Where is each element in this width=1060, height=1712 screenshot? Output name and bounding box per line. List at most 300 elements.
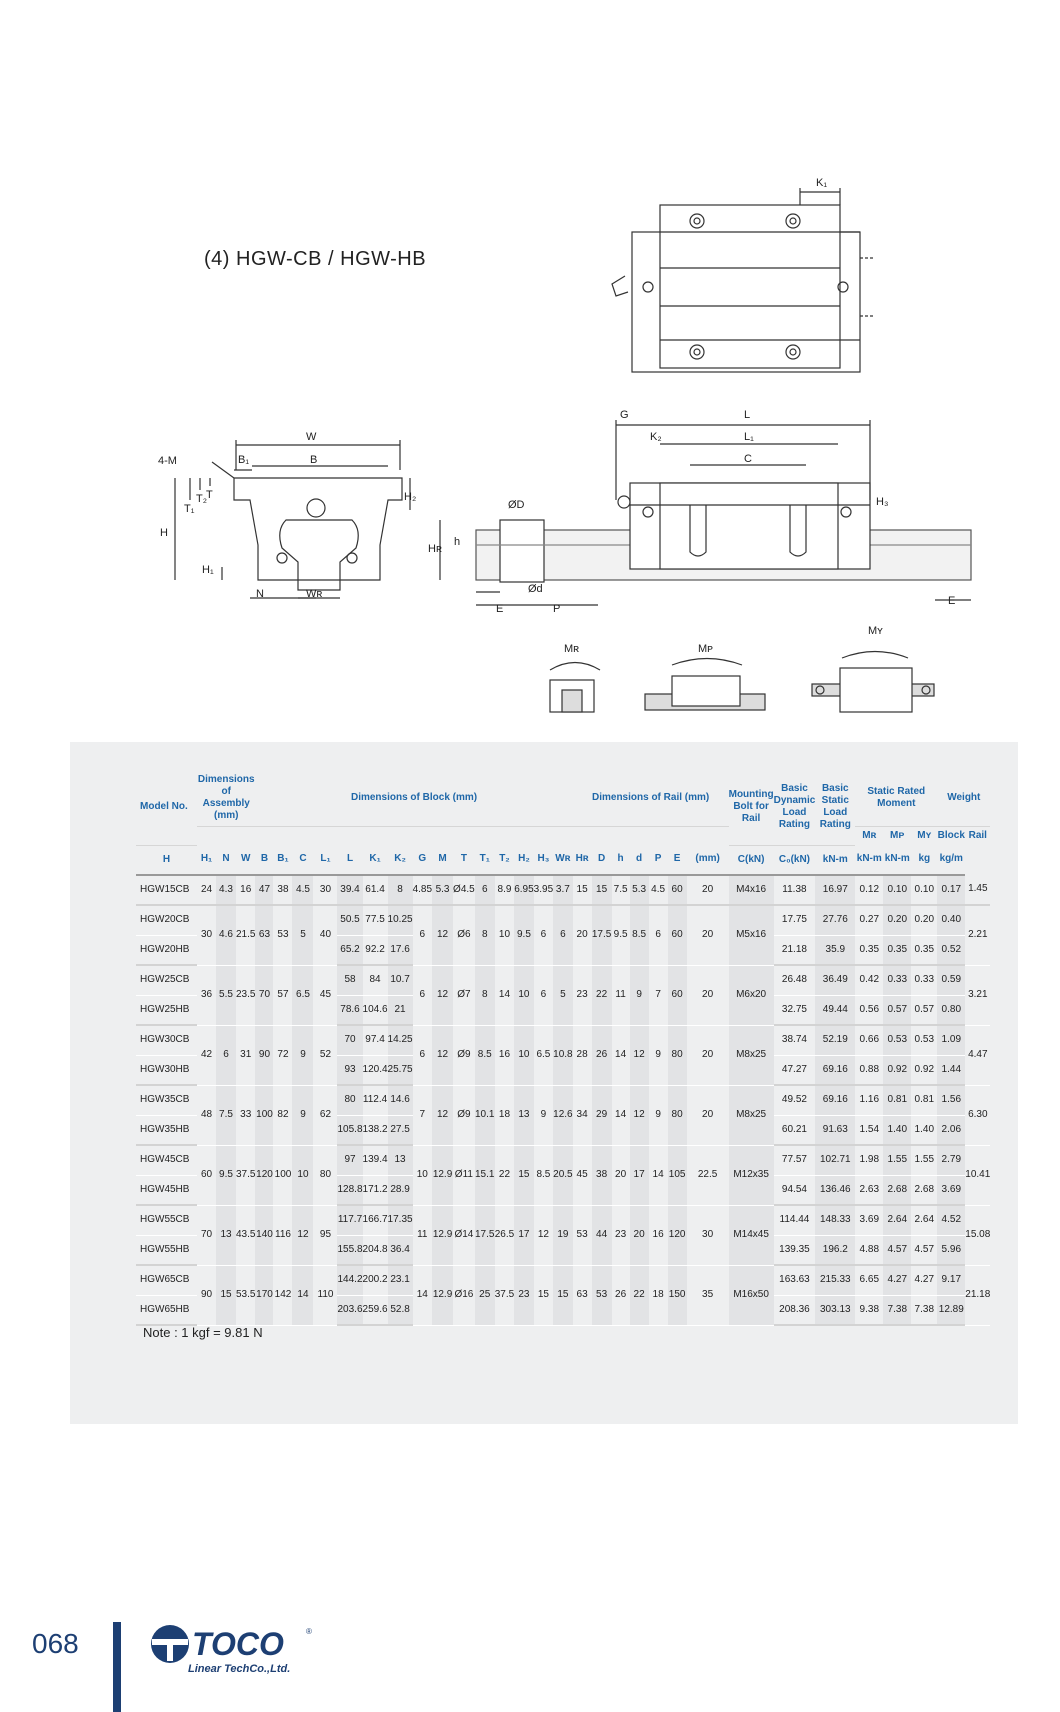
cell-mr: 0.56 (855, 995, 883, 1025)
cell-m: Ø16 (453, 1265, 475, 1325)
cell-bolt: M14x45 (729, 1205, 774, 1265)
cell-h: 22 (630, 1265, 649, 1325)
cell-my: 0.33 (911, 965, 937, 995)
cell-w: 140 (255, 1205, 273, 1265)
cell-w: 63 (255, 905, 273, 965)
label-mr: Mʀ (564, 643, 580, 655)
cell-model: HGW45CB (136, 1145, 197, 1175)
cell-model: HGW55CB (136, 1205, 197, 1235)
cell-mr: 1.16 (855, 1085, 883, 1115)
cell-wr: 53 (573, 1205, 592, 1265)
cell-p: 60 (668, 965, 687, 1025)
cell-mr: 0.27 (855, 905, 883, 935)
cell-k1: 17.35 (388, 1205, 413, 1235)
cell-rail: 4.47 (965, 1025, 990, 1085)
cell-k1: 23.1 (388, 1265, 413, 1295)
cell-block: 4.52 (937, 1205, 965, 1235)
cell-h: 90 (197, 1265, 216, 1325)
cell-b: 57 (273, 965, 292, 1025)
label-w: W (306, 431, 317, 443)
cell-k2: 10 (413, 1145, 432, 1205)
cell-h2: 12 (534, 1205, 553, 1265)
cell-g: 12.9 (432, 1205, 453, 1265)
cell-m: Ø7 (453, 965, 475, 1025)
cell-h: 8.5 (630, 905, 649, 965)
cell-h: 42 (197, 1025, 216, 1085)
cell-dyn: 77.57 (774, 1145, 816, 1175)
cell-k2: 6 (413, 905, 432, 965)
cell-mr: 1.54 (855, 1115, 883, 1145)
cell-dyn: 60.21 (774, 1115, 816, 1145)
cell-hr: 26 (592, 1025, 612, 1085)
cell-mp: 2.68 (883, 1175, 911, 1205)
column-header: T₂ (495, 845, 514, 875)
cell-rail: 10.41 (965, 1145, 990, 1205)
cell-block: 1.09 (937, 1025, 965, 1055)
label-b1: B₁ (238, 454, 250, 466)
cell-l1: 65.2 (337, 935, 362, 965)
cell-h2: 6 (534, 905, 553, 965)
label-4m: 4-M (158, 455, 177, 467)
cell-m: Ø6 (453, 905, 475, 965)
cell-bolt: M8x25 (729, 1025, 774, 1085)
unit-note: Note : 1 kgf = 9.81 N (143, 1325, 263, 1340)
cell-d: 14 (612, 1025, 630, 1085)
cell-g: 12 (432, 1025, 453, 1085)
cell-wr: 28 (573, 1025, 592, 1085)
cell-dyn: 49.52 (774, 1085, 816, 1115)
cell-e: 20 (687, 875, 729, 906)
cell-k1: 36.4 (388, 1235, 413, 1265)
cell-wr: 34 (573, 1085, 592, 1145)
cell-d: 14 (649, 1145, 668, 1205)
cell-h3: 19 (553, 1205, 572, 1265)
cell-mp: 4.27 (883, 1265, 911, 1295)
cell-block: 12.89 (937, 1295, 965, 1325)
cell-w: 170 (255, 1265, 273, 1325)
cell-k1: 10.25 (388, 905, 413, 935)
cell-l1: 155.8 (337, 1235, 362, 1265)
cell-k1: 13 (388, 1145, 413, 1175)
cell-b: 82 (273, 1085, 292, 1145)
cell-l: 92.2 (363, 935, 388, 965)
cell-g: 5.3 (432, 875, 453, 906)
cell-mp: 0.35 (883, 935, 911, 965)
svg-text:TOCO: TOCO (192, 1626, 284, 1662)
cell-p: 80 (668, 1085, 687, 1145)
cell-h2: 8.5 (534, 1145, 553, 1205)
cell-h: 12 (630, 1025, 649, 1085)
header-static: Basic Static Load Rating (815, 770, 855, 845)
cell-rail: 1.45 (965, 875, 990, 906)
cell-t: 6 (475, 875, 495, 906)
cell-dyn: 17.75 (774, 905, 816, 935)
cell-mr: 4.88 (855, 1235, 883, 1265)
label-g: G (620, 409, 629, 421)
cell-mr: 0.66 (855, 1025, 883, 1055)
cell-bolt: M8x25 (729, 1085, 774, 1145)
top-view-drawing (612, 188, 875, 372)
cell-w: 100 (255, 1085, 273, 1145)
label-h3: H₃ (876, 496, 889, 508)
header-rail: Dimensions of Rail (mm) (573, 770, 729, 827)
sub-rail: Rail (968, 830, 987, 841)
cell-l: 166.7 (363, 1205, 388, 1235)
cell-rail: 15.08 (965, 1205, 990, 1265)
cell-my: 4.57 (911, 1235, 937, 1265)
cell-sta: 69.16 (815, 1055, 855, 1085)
cell-n: 23.5 (236, 965, 255, 1025)
cell-m: Ø14 (453, 1205, 475, 1265)
label-diam-d-large: ØD (508, 499, 525, 511)
cell-l1: 144.2 (337, 1265, 362, 1295)
header-moment: Static Rated Moment (855, 770, 937, 827)
cell-mr: 0.88 (855, 1055, 883, 1085)
cell-mp: 0.92 (883, 1055, 911, 1085)
cell-mp: 0.57 (883, 995, 911, 1025)
cell-l1: 128.8 (337, 1175, 362, 1205)
cell-wr: 20 (573, 905, 592, 965)
cell-g: 12 (432, 965, 453, 1025)
cell-h2: 9 (534, 1085, 553, 1145)
cell-dyn: 47.27 (774, 1055, 816, 1085)
cell-m: Ø9 (453, 1025, 475, 1085)
cell-d: 9 (649, 1085, 668, 1145)
column-header: K₂ (388, 845, 413, 875)
cell-m: Ø11 (453, 1145, 475, 1205)
header-model: Model No. (136, 770, 197, 845)
column-header: kN-m (883, 845, 911, 875)
cell-dyn: 32.75 (774, 995, 816, 1025)
cell-h3: 5 (553, 965, 572, 1025)
cell-bolt: M5x16 (729, 905, 774, 965)
cell-sta: 215.33 (815, 1265, 855, 1295)
cell-h: 9 (630, 965, 649, 1025)
cell-h: 70 (197, 1205, 216, 1265)
cell-k2: 14 (413, 1265, 432, 1325)
label-my: Mʏ (868, 625, 883, 637)
cell-t1: 22 (495, 1145, 514, 1205)
cell-d: 7 (649, 965, 668, 1025)
cell-model: HGW65HB (136, 1295, 197, 1325)
label-e-rail-end: E (948, 595, 956, 607)
cell-mr: 1.98 (855, 1145, 883, 1175)
cell-sta: 49.44 (815, 995, 855, 1025)
cell-h: 48 (197, 1085, 216, 1145)
label-e: E (496, 603, 504, 615)
cell-e: 20 (687, 905, 729, 965)
column-header: C₀(kN) (774, 845, 816, 875)
cell-l: 200.2 (363, 1265, 388, 1295)
side-view-drawing (440, 420, 971, 605)
cell-l: 97.4 (363, 1025, 388, 1055)
cell-d: 7.5 (612, 875, 630, 906)
cell-t1: 26.5 (495, 1205, 514, 1265)
cell-w: 90 (255, 1025, 273, 1085)
cell-mr: 3.69 (855, 1205, 883, 1235)
label-wr: Wʀ (306, 588, 323, 600)
cell-model: HGW45HB (136, 1175, 197, 1205)
cell-rail: 6.30 (965, 1085, 990, 1145)
column-header: E (668, 845, 687, 875)
cell-block: 1.56 (937, 1085, 965, 1115)
column-header: kg (911, 845, 937, 875)
cell-h1: 13 (216, 1205, 236, 1265)
label-t2: T₂ (196, 493, 207, 505)
cell-block: 2.79 (937, 1145, 965, 1175)
column-header: (mm) (687, 845, 729, 875)
cell-my: 0.53 (911, 1025, 937, 1055)
label-mp: Mᴘ (698, 643, 713, 655)
cell-h1: 6 (216, 1025, 236, 1085)
cell-c: 30 (313, 875, 337, 906)
cell-model: HGW30HB (136, 1055, 197, 1085)
cell-b1: 12 (292, 1205, 313, 1265)
cell-t2: 17 (514, 1205, 533, 1265)
column-header: H₁ (197, 845, 216, 875)
cell-block: 2.06 (937, 1115, 965, 1145)
cell-sta: 148.33 (815, 1205, 855, 1235)
cell-p: 60 (668, 905, 687, 965)
cell-mr: 6.65 (855, 1265, 883, 1295)
column-header: N (216, 845, 236, 875)
cell-k1: 21 (388, 995, 413, 1025)
cell-k1: 14.6 (388, 1085, 413, 1115)
cell-model: HGW20CB (136, 905, 197, 935)
cell-l1: 58 (337, 965, 362, 995)
cell-b1: 6.5 (292, 965, 313, 1025)
label-t: T (206, 489, 213, 501)
cell-model: HGW15CB (136, 875, 197, 906)
cell-n: 43.5 (236, 1205, 255, 1265)
cell-mp: 1.40 (883, 1115, 911, 1145)
cell-l1: 70 (337, 1025, 362, 1055)
cell-g: 12 (432, 905, 453, 965)
page-number: 068 (32, 1628, 79, 1659)
cell-model: HGW30CB (136, 1025, 197, 1055)
cell-my: 4.27 (911, 1265, 937, 1295)
column-header: C(kN) (729, 845, 774, 875)
cell-b1: 4.5 (292, 875, 313, 906)
svg-text:®: ® (306, 1627, 312, 1636)
cell-b1: 10 (292, 1145, 313, 1205)
table-row (136, 1265, 990, 1295)
cell-d: 20 (612, 1145, 630, 1205)
cell-mp: 4.57 (883, 1235, 911, 1265)
cell-c: 110 (313, 1265, 337, 1325)
label-hr: Hʀ (428, 543, 442, 555)
cell-mr: 0.42 (855, 965, 883, 995)
cell-block: 0.40 (937, 905, 965, 935)
cell-b: 72 (273, 1025, 292, 1085)
label-k1: K₁ (816, 177, 828, 189)
cell-b1: 9 (292, 1025, 313, 1085)
cell-l: 139.4 (363, 1145, 388, 1175)
column-header: L (337, 845, 362, 875)
cell-h1: 9.5 (216, 1145, 236, 1205)
cell-c: 95 (313, 1205, 337, 1265)
spec-table (136, 770, 990, 1326)
cell-h2: 15 (534, 1265, 553, 1325)
cell-k1: 17.6 (388, 935, 413, 965)
cell-m: Ø4.5 (453, 875, 475, 906)
cell-p: 60 (668, 875, 687, 906)
label-k2: K₂ (650, 431, 662, 443)
cell-h1: 15 (216, 1265, 236, 1325)
cell-h3: 15 (553, 1265, 572, 1325)
sub-mp: Mᴘ (890, 830, 905, 841)
cell-mp: 0.81 (883, 1085, 911, 1115)
cell-e: 20 (687, 1085, 729, 1145)
cell-t: 8.5 (475, 1025, 495, 1085)
cell-sta: 102.71 (815, 1145, 855, 1175)
column-header: H₃ (534, 845, 553, 875)
column-header: H (136, 845, 197, 875)
cell-k1: 28.9 (388, 1175, 413, 1205)
column-header: K₁ (363, 845, 388, 875)
cell-l1: 50.5 (337, 905, 362, 935)
moment-mp-drawing (645, 659, 765, 711)
cell-sta: 52.19 (815, 1025, 855, 1055)
cell-e: 20 (687, 1025, 729, 1085)
cell-t: 8 (475, 965, 495, 1025)
column-header: T (453, 845, 475, 875)
label-l1: L₁ (744, 431, 754, 443)
cell-k2: 4.85 (413, 875, 432, 906)
label-b: B (310, 454, 318, 466)
cell-h1: 7.5 (216, 1085, 236, 1145)
cell-t1: 10 (495, 905, 514, 965)
cell-t2: 15 (514, 1145, 533, 1205)
cell-w: 47 (255, 875, 273, 906)
cell-d: 9 (649, 1025, 668, 1085)
cell-model: HGW55HB (136, 1235, 197, 1265)
cell-dyn: 163.63 (774, 1265, 816, 1295)
cell-p: 80 (668, 1025, 687, 1085)
cell-model: HGW20HB (136, 935, 197, 965)
label-h: H (160, 527, 168, 539)
cell-sta: 16.97 (815, 875, 855, 906)
cell-l1: 203.6 (337, 1295, 362, 1325)
cell-mp: 7.38 (883, 1295, 911, 1325)
cell-b1: 5 (292, 905, 313, 965)
column-header: P (649, 845, 668, 875)
cell-block: 9.17 (937, 1265, 965, 1295)
cell-model: HGW25CB (136, 965, 197, 995)
cell-d: 11 (612, 965, 630, 1025)
header-block: Dimensions of Block (mm) (255, 770, 572, 827)
cell-h2: 6.5 (534, 1025, 553, 1085)
cell-l: 84 (363, 965, 388, 995)
label-n: N (256, 588, 264, 600)
cell-wr: 45 (573, 1145, 592, 1205)
cell-b: 142 (273, 1265, 292, 1325)
column-header: L₁ (313, 845, 337, 875)
cell-h: 17 (630, 1145, 649, 1205)
cell-dyn: 26.48 (774, 965, 816, 995)
cell-n: 37.5 (236, 1145, 255, 1205)
cell-sta: 136.46 (815, 1175, 855, 1205)
cell-my: 0.10 (911, 875, 937, 906)
cell-l1: 80 (337, 1085, 362, 1115)
cell-l: 259.6 (363, 1295, 388, 1325)
table-row (136, 1205, 990, 1235)
cell-b: 100 (273, 1145, 292, 1205)
label-t1: T₁ (184, 503, 195, 515)
cell-mp: 2.64 (883, 1205, 911, 1235)
cell-my: 2.64 (911, 1205, 937, 1235)
cell-l: 171.2 (363, 1175, 388, 1205)
cell-e: 22.5 (687, 1145, 729, 1205)
cell-mr: 2.63 (855, 1175, 883, 1205)
cell-k1: 27.5 (388, 1115, 413, 1145)
section-title: (4) HGW-CB / HGW-HB (204, 248, 427, 270)
svg-text:Linear TechCo.,Ltd.: Linear TechCo.,Ltd. (188, 1663, 291, 1675)
cell-t1: 8.9 (495, 875, 514, 906)
cell-rail: 3.21 (965, 965, 990, 1025)
table-row (136, 1085, 990, 1115)
header-bolt: Mounting Bolt for Rail (729, 770, 774, 845)
cell-e: 30 (687, 1205, 729, 1265)
cell-h1: 4.3 (216, 875, 236, 906)
cell-n: 21.5 (236, 905, 255, 965)
cell-w: 70 (255, 965, 273, 1025)
cell-h: 30 (197, 905, 216, 965)
cell-rail: 2.21 (965, 905, 990, 965)
cell-sta: 303.13 (815, 1295, 855, 1325)
column-header: kN-m (815, 845, 855, 875)
column-header: B (255, 845, 273, 875)
cell-dyn: 114.44 (774, 1205, 816, 1235)
cell-my: 0.57 (911, 995, 937, 1025)
cell-b: 38 (273, 875, 292, 906)
cell-c: 40 (313, 905, 337, 965)
cell-mp: 0.10 (883, 875, 911, 906)
cell-block: 3.69 (937, 1175, 965, 1205)
cell-wr: 23 (573, 965, 592, 1025)
cell-t: 15.1 (475, 1145, 495, 1205)
cell-g: 12.9 (432, 1145, 453, 1205)
cell-c: 45 (313, 965, 337, 1025)
cell-l: 104.6 (363, 995, 388, 1025)
cell-l: 204.8 (363, 1235, 388, 1265)
cell-t: 17.5 (475, 1205, 495, 1265)
cell-dyn: 139.35 (774, 1235, 816, 1265)
label-l: L (744, 409, 751, 421)
cell-l1: 117.7 (337, 1205, 362, 1235)
cell-d: 18 (649, 1265, 668, 1325)
cell-h1: 4.6 (216, 905, 236, 965)
cell-mp: 0.33 (883, 965, 911, 995)
cell-h: 60 (197, 1145, 216, 1205)
cell-t1: 16 (495, 1025, 514, 1085)
cell-hr: 53 (592, 1265, 612, 1325)
cell-my: 0.35 (911, 935, 937, 965)
cell-t: 8 (475, 905, 495, 965)
column-header: M (432, 845, 453, 875)
cell-t: 10.1 (475, 1085, 495, 1145)
column-header: h (612, 845, 630, 875)
sub-my: Mʏ (917, 830, 932, 841)
cell-h3: 10.8 (553, 1025, 572, 1085)
column-header: d (630, 845, 649, 875)
moment-my-drawing (812, 652, 934, 713)
cell-my: 2.68 (911, 1175, 937, 1205)
cell-k2: 11 (413, 1205, 432, 1265)
label-c: C (744, 453, 752, 465)
cell-l1: 97 (337, 1145, 362, 1175)
cell-my: 1.40 (911, 1115, 937, 1145)
